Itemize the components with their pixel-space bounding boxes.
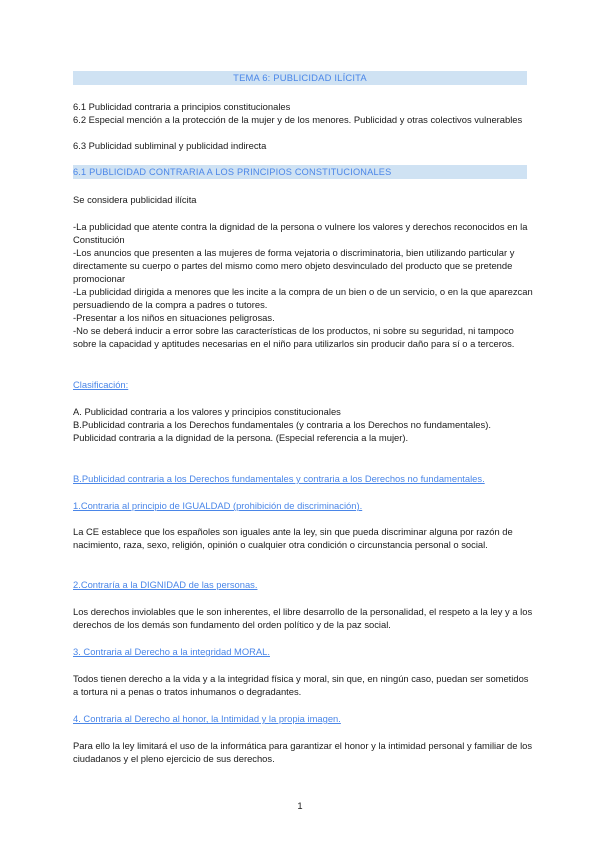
clasificacion-line-b: B.Publicidad contraria a los Derechos fundamentales (y contraria a los Derechos no fundamentales). (73, 419, 491, 430)
section-b-heading[interactable]: B.Publicidad contraria a los Derechos fundamentales y contraria a los Derechos no fundamentales. (73, 473, 485, 484)
subsection-igualdad-heading[interactable]: 1.Contraria al principio de IGUALDAD (prohibición de discriminación). (73, 500, 363, 511)
subsection-honor-heading[interactable]: 4. Contraria al Derecho al honor, la Intimidad y la propia imagen. (73, 713, 341, 724)
list-item: -La publicidad dirigida a menores que les incite a la compra de un bien o de un servicio, o en la que aparezcan persuadiendo de la compra a padres o tutores. (73, 286, 533, 310)
page-number: 1 (297, 800, 303, 811)
subsection-igualdad-text: La CE establece que los españoles son iguales ante la ley, sin que pueda discriminar alguna por razón de nacimiento, raza, sexo, religión, opinión o cualquier otra condición o circunstancia personal o social. (73, 526, 513, 550)
subsection-dignidad-text: Los derechos inviolables que le son inherentes, el libre desarrollo de la personalidad, el respeto a la ley y a los derechos de los demás son fundamento del orden político y de la paz social. (73, 606, 533, 630)
toc-item-3: 6.3 Publicidad subliminal y publicidad indirecta (73, 140, 267, 151)
list-item: -Los anuncios que presenten a las mujeres de forma vejatoria o discriminatoria, bien utilizando particular y directamente su cuerpo o partes del mismo como mero objeto desvinculado del producto que se pretende promocionar (73, 247, 515, 284)
toc-item-2: 6.2 Especial mención a la protección de la mujer y de los menores. Publicidad y otras colectivos vulnerables (73, 114, 523, 125)
clasificacion-line-a: A. Publicidad contraria a los valores y principios constitucionales (73, 406, 341, 417)
clasificacion-heading[interactable]: Clasificación: (73, 379, 129, 390)
document-title: TEMA 6: PUBLICIDAD ILÍCITA (73, 71, 527, 85)
section-intro: Se considera publicidad ilícita (73, 194, 197, 205)
list-item: -No se deberá inducir a error sobre las características de los productos, ni sobre su seguridad, ni tampoco sobre la capacidad y aptitudes necesarias en el niño para utilizarlos sin producir daño para sí o a terceros. (73, 325, 515, 349)
section-heading-6-1: 6.1 PUBLICIDAD CONTRARIA A LOS PRINCIPIOS CONSTITUCIONALES (73, 165, 527, 179)
list-item: -Presentar a los niños en situaciones peligrosas. (73, 312, 275, 323)
clasificacion-line-c: Publicidad contraria a la dignidad de la persona. (Especial referencia a la mujer). (73, 432, 409, 443)
list-item: -La publicidad que atente contra la dignidad de la persona o vulnere los valores y derechos reconocidos en la Constitución (73, 221, 528, 245)
toc-item-1: 6.1 Publicidad contraria a principios constitucionales (73, 101, 291, 112)
subsection-moral-text: Todos tienen derecho a la vida y a la integridad física y moral, sin que, en ningún caso, puedan ser sometidos a tortura ni a penas o tratos inhumanos o degradantes. (73, 673, 529, 697)
subsection-moral-heading[interactable]: 3. Contraria al Derecho a la integridad MORAL. (73, 646, 270, 657)
subsection-dignidad-heading[interactable]: 2.Contraría a la DIGNIDAD de las personas. (73, 579, 258, 590)
subsection-honor-text: Para ello la ley limitará el uso de la informática para garantizar el honor y la intimidad personal y familiar de los ciudadanos y el pleno ejercicio de sus derechos. (73, 740, 533, 764)
